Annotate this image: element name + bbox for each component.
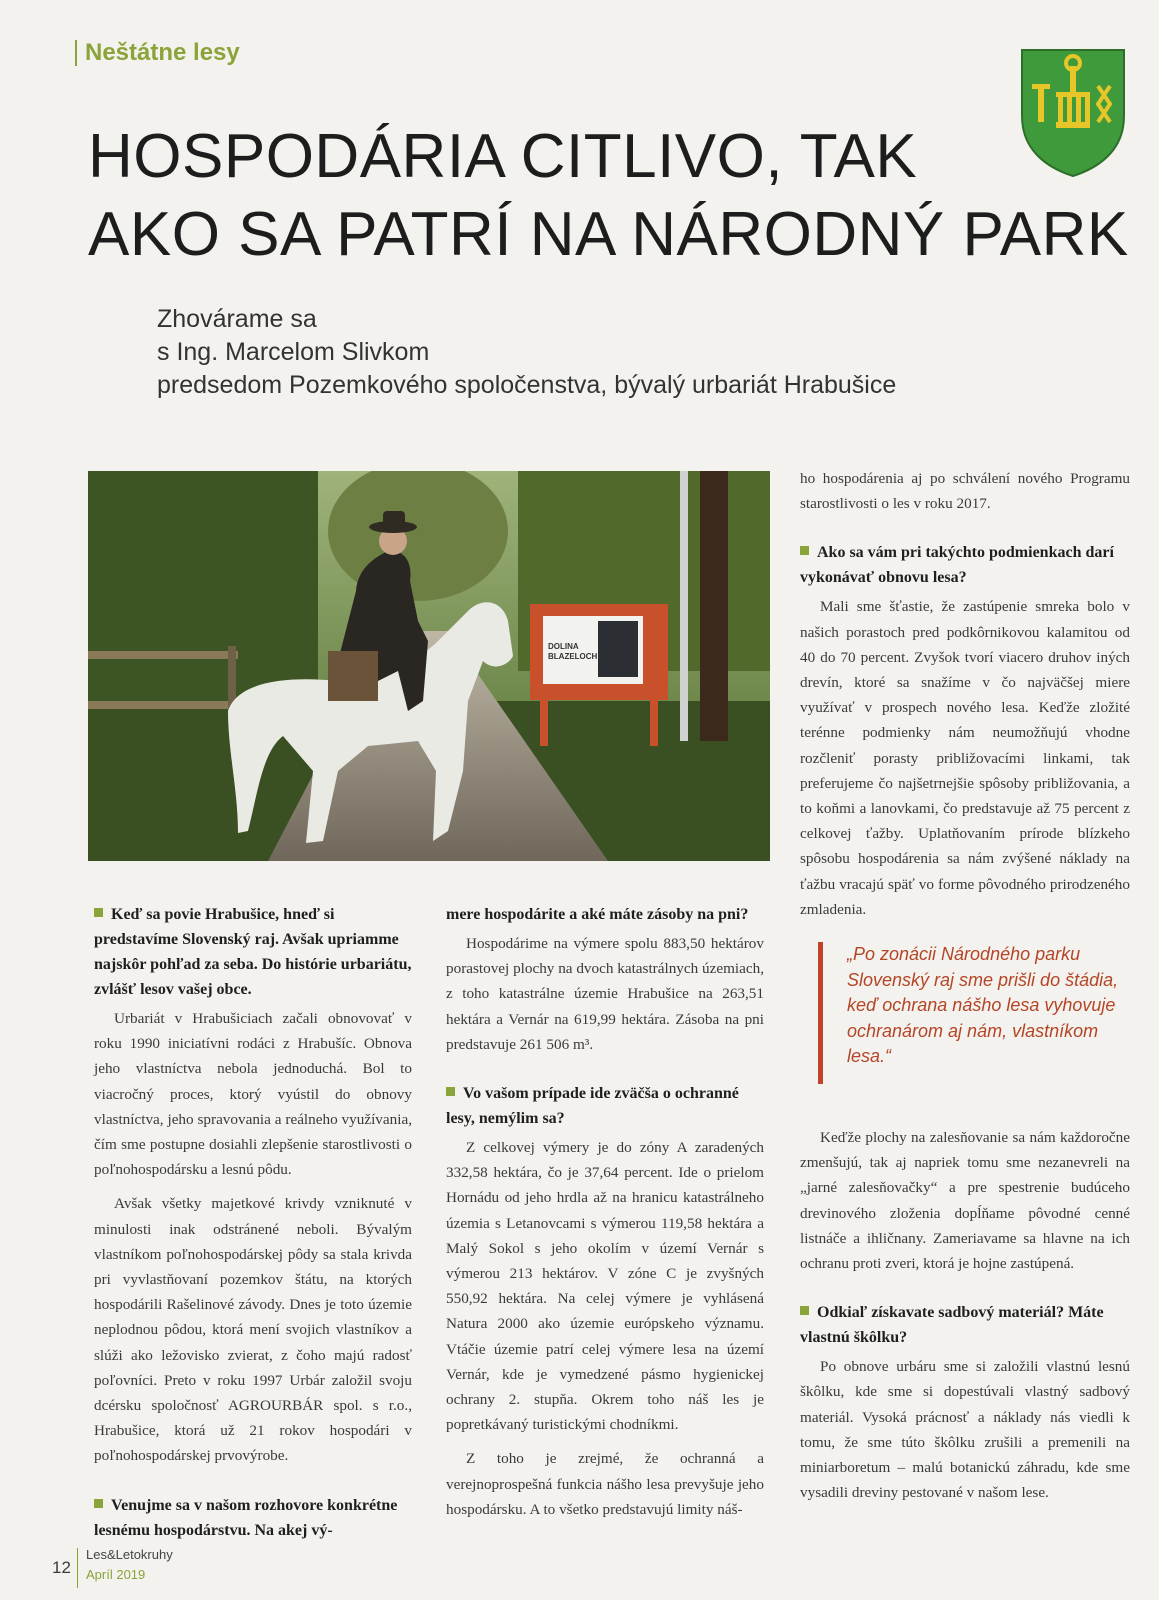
answer-paragraph: Z celkovej výmery je do zóny A zaradených 332,58 hektára, čo je 37,64 percent. Ide o prielom Hornádu od jeho hrdla až na hranicu katastrálneho územia s Letanovcami s výmerou 119,58 hektára a Malý Sokol s jeho okolím v území Vernár s výmerou 213 hektárov. V zóne C je zvyšných 550,92 hektára. Na celej výmere je vyhlásená Natura 2000 ako územie európskeho významu. Vtáčie územie patrí celej výmere lesa na území Vernár, kde je vymedzené pásmo hygienickej ochrany 2. stupňa. Okrem toho náš les je popretkávaný turistickými chodníkmi. — [446, 1139, 764, 1434]
headline-line-2: AKO SA PATRÍ NA NÁRODNÝ PARK — [88, 200, 1129, 269]
answer-paragraph: ho hospodárenia aj po schválení nového Programu starostlivosti o les v roku 2017. — [800, 470, 1130, 513]
pull-quote: „Po zonácii Národného parku Slovenský raj sme prišli do štádia, keď ochrana nášho lesa vyhovuje ochranárom aj nám, vlastníkom lesa.“ — [818, 942, 1137, 1084]
answer-paragraph: Hospodárime na výmere spolu 883,50 hektárov porastovej plochy na dvoch katastrálnych územiach, z toho katastrálne územie Hrabušice na 263,51 hektára a Vernár na 619,99 hektára. Zásoba na pni predstavuje 261 506 m³. — [446, 935, 764, 1053]
subhead-line-1: Zhovárame sa — [157, 305, 317, 333]
subhead-line-3: predsedom Pozemkového spoločenstva, bývalý urbariát Hrabušice — [157, 371, 897, 399]
photo-sign-title-1: DOLINA — [548, 642, 579, 651]
article-column-3-lower — [800, 1125, 1130, 1514]
answer-paragraph: Mali sme šťastie, že zastúpenie smreka bolo v našich porastoch pred podkôrnikovou kalamitou od 40 do 70 percent. Zvyšok tvorí viacero druhov iných drevín, ktoré sa snažíme v čo najväčšej miere využívať v prospech nového lesa. Keďže zložité terénne podmienky nám neumožňujú vhodne rozčleniť porasty približovacími linkami, tak preferujeme čo najšetrnejšie spôsoby približovania, a to koňmi a lanovkami, čo predstavuje až 75 percent z celkovej ťažby. Uplatňovaním prírode blízkeho spôsobu hospodárenia sa nám zvýšené náklady na ťažbu vracajú späť vo forme pôvodného prirodzeného zmladenia. — [800, 598, 1130, 918]
photo-sign-title-2: BLAZELOCH — [548, 652, 598, 661]
interview-question-2: Venujme sa v našom rozhovore konkrétne lesnému hospodárstvu. Na akej vý- — [94, 1496, 398, 1539]
answer-paragraph: Urbariát v Hrabušiciach začali obnovovať v roku 1990 iniciatívni rodáci z Hrabušíc. Obnova jeho vlastníctva nebola jednoduchá. Bol to viacročný proces, ktorý vyústil do obnovy vlastníctva, jeho spravovania a reálneho využívania, čím sme postupne dosiahli zlepšenie starostlivosti o poľnohospodársku a lesnú pôdu. — [94, 1010, 412, 1179]
answer-paragraph: Po obnove urbáru sme si založili vlastnú lesnú škôlku, kde sme si dopestúvali vlastný sadbový materiál. Vysoká prácnosť a náklady nás viedli k tomu, že sme túto škôlku zrušili a premenili na miniarboretum – malú botanickú záhradu, kde sme vysadili dreviny pestované v našom lese. — [800, 1358, 1130, 1502]
answer-paragraph: Keďže plochy na zalesňovanie sa nám každoročne zmenšujú, tak aj napriek tomu sme nezanevreli na „jarné zalesňovačky“ a pre spestrenie budúceho drevinového zloženia dopĺňame pôvodné cenné listnáče a ihličnany. Zameriavame sa hlavne na ich ochranu proti zveri, ktorá je hojne zastúpená. — [800, 1129, 1130, 1273]
answer-paragraph: Avšak všetky majetkové krivdy vzniknuté v minulosti inak odstránené neboli. Bývalým vlastníkom poľnohospodárskej pôdy sa stala krivda pri vyvlastňovaní pozemkov štátu, na ktorých hospodárili Rašelinové závody. Dnes je toto územie neplodnou pôdou, ktorá mení svojich vlastníkov a slúži ako ležovisko zvierat, z čoho majú radosť poľovníci. Preto v roku 1997 Urbár založil svoju dcérsku spoločnosť AGROURBÁR spol. s r.o., Hrabušice, ktorá už 21 rokov hospodári v poľnohospodárskej prvovýrobe. — [94, 1195, 412, 1465]
interview-question-1: Keď sa povie Hrabušice, hneď si predstavíme Slovenský raj. Avšak upriamme najskôr pohľad za seba. Do histórie urbariátu, zvlášť lesov vašej obce. — [94, 906, 412, 998]
section-tag: Neštátne lesy — [75, 40, 240, 66]
photo-rider-on-white-horse — [88, 471, 770, 861]
magazine-name: Les&Letokruhy — [86, 1547, 173, 1562]
article-subhead — [157, 303, 1057, 402]
article-column-2 — [446, 902, 764, 1531]
page-number: 12 — [52, 1548, 78, 1588]
article-column-3 — [800, 466, 1130, 931]
interview-question-4: Ako sa vám pri takýchto podmienkach darí vykonávať obnovu lesa? — [800, 544, 1114, 587]
headline-line-1: HOSPODÁRIA CITLIVO, TAK — [88, 122, 918, 191]
answer-paragraph: Z toho je zrejmé, že ochranná a verejnoprospešná funkcia nášho lesa prevyšuje jeho hospodársku. A to všetko predstavujú limity náš- — [446, 1450, 764, 1518]
article-column-1 — [94, 902, 412, 1547]
footer-brand — [86, 1545, 173, 1585]
interview-question-2-cont: mere hospodárite a aké máte zásoby na pni? — [446, 906, 749, 923]
interview-question-5: Odkiaľ získavate sadbový materiál? Máte vlastnú škôlku? — [800, 1304, 1104, 1347]
article-headline — [88, 118, 1138, 274]
magazine-issue: Apríl 2019 — [86, 1567, 146, 1582]
interview-question-3: Vo vašom prípade ide zväčša o ochranné lesy, nemýlim sa? — [446, 1085, 739, 1128]
subhead-line-2: s Ing. Marcelom Slivkom — [157, 338, 430, 366]
